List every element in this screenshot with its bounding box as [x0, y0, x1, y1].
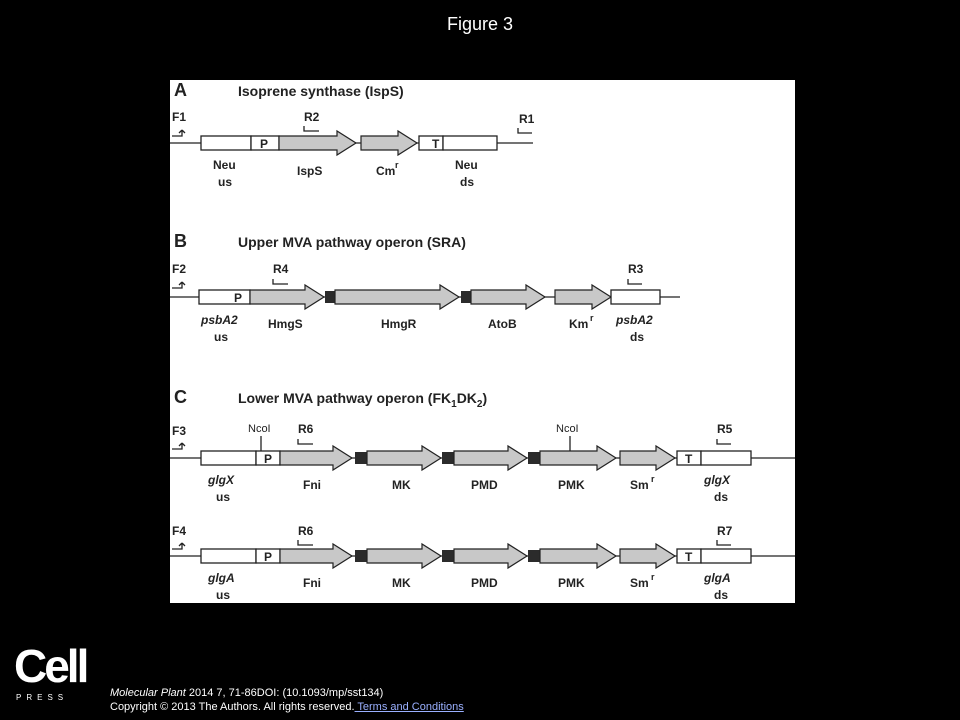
atob-gene-arrow — [471, 285, 545, 309]
pmk-gene-arrow-1 — [540, 446, 616, 470]
linker-c1-2 — [442, 452, 454, 464]
glgx-us-box — [201, 451, 256, 465]
pmd-gene-arrow-2 — [454, 544, 527, 568]
label-glgx-us-1: glgX — [208, 473, 234, 487]
linker-c2-1 — [355, 550, 367, 562]
primer-r6-row1-arrow — [298, 439, 313, 444]
copyright-text: Copyright © 2013 The Authors. All rights reserved. — [110, 701, 355, 713]
terminator-label-c2: T — [685, 550, 693, 564]
terminator-label-c1: T — [685, 452, 693, 466]
label-neu-us-1: Neu — [213, 158, 236, 172]
label-glgx-us-2: us — [216, 490, 231, 504]
label-mk-1: MK — [392, 478, 411, 492]
terminator-box-a — [419, 136, 443, 150]
panel-c-letter: C — [174, 387, 187, 407]
label-km-sup: r — [590, 313, 594, 323]
label-mk-2: MK — [392, 576, 411, 590]
primer-f4: F4 — [172, 524, 187, 538]
linker-c1-1 — [355, 452, 367, 464]
neu-us-box — [201, 136, 251, 150]
panel-c-title: Lower MVA pathway operon $(FK_1DK_2)$ — [238, 390, 488, 410]
panel-a-title: Isoprene synthase (IspS) — [238, 83, 404, 99]
copyright-line — [110, 700, 464, 714]
linker-c2-2 — [442, 550, 454, 562]
linker-b-2 — [461, 291, 471, 303]
label-glga-us-1: glgA — [208, 571, 235, 585]
primer-r1-arrow — [518, 128, 532, 133]
label-glga-us-2: us — [216, 588, 231, 602]
primer-r1: R1 — [519, 112, 535, 126]
psba2-us-box — [199, 290, 250, 304]
label-cm-sup: r — [395, 160, 399, 170]
primer-f3: F3 — [172, 424, 187, 438]
citation-details: 2014 7, 71-86DOI: (10.1093/mp/sst134) — [185, 687, 384, 699]
label-km: Km — [569, 317, 589, 331]
label-glgx-ds-1: glgX — [704, 473, 730, 487]
primer-f4-arrow — [172, 543, 185, 549]
label-pmd-2: PMD — [471, 576, 498, 590]
primer-r3: R3 — [628, 262, 644, 276]
terms-link[interactable]: Terms and Conditions — [354, 701, 464, 713]
glga-us-box — [201, 549, 256, 563]
neu-ds-box — [443, 136, 497, 150]
promoter-label-c1: P — [264, 452, 273, 466]
label-isps: IspS — [297, 164, 323, 178]
label-psba2-us-1: psbA2 — [201, 313, 238, 327]
primer-r2: R2 — [304, 110, 320, 124]
isps-gene-arrow — [279, 131, 356, 155]
mk-gene-arrow-1 — [367, 446, 441, 470]
primer-r6-row1: R6 — [298, 422, 314, 436]
psba2-ds-box — [611, 290, 660, 304]
label-sm-1: Sm — [630, 478, 649, 492]
label-neu-us-2: us — [218, 175, 233, 189]
primer-r6-row2: R6 — [298, 524, 314, 538]
cell-logo-word: Cell — [14, 640, 87, 692]
primer-r4-arrow — [273, 279, 288, 284]
label-sm-2: Sm — [630, 576, 649, 590]
label-psba2-ds-1: psbA2 — [616, 313, 653, 327]
journal-name: Molecular Plant — [110, 687, 186, 699]
panel-a-letter: A — [174, 80, 187, 100]
label-pmd-1: PMD — [471, 478, 498, 492]
linker-b-1 — [325, 291, 335, 303]
primer-r5-arrow — [717, 439, 731, 444]
panel-b-letter: B — [174, 231, 187, 251]
label-fni-1: Fni — [303, 478, 321, 492]
hmgr-gene-arrow — [335, 285, 459, 309]
smr-gene-arrow-2 — [620, 544, 675, 568]
pmd-gene-arrow-1 — [454, 446, 527, 470]
promoter-label-b: P — [234, 291, 243, 305]
primer-r4: R4 — [273, 262, 289, 276]
pmk-gene-arrow-2 — [540, 544, 616, 568]
press-logo-word: PRESS — [16, 693, 69, 702]
label-hmgs: HmgS — [268, 317, 303, 331]
glga-ds-box — [701, 549, 751, 563]
primer-r5: R5 — [717, 422, 733, 436]
primer-f2: F2 — [172, 262, 187, 276]
site-ncoi-1: NcoI — [248, 423, 271, 435]
label-glgx-ds-2: ds — [714, 490, 729, 504]
mk-gene-arrow-2 — [367, 544, 441, 568]
hmgs-gene-arrow — [250, 285, 324, 309]
kmr-gene-arrow — [555, 285, 611, 309]
panel-b-title: Upper MVA pathway operon (SRA) — [238, 234, 466, 250]
promoter-label-a: P — [260, 137, 269, 151]
primer-r3-arrow — [628, 279, 642, 284]
label-neu-ds-2: ds — [460, 175, 475, 189]
citation-block — [110, 686, 464, 714]
primer-r7: R7 — [717, 524, 733, 538]
promoter-label-c2: P — [264, 550, 273, 564]
label-atob: AtoB — [488, 317, 517, 331]
primer-f1-arrow — [172, 130, 185, 136]
label-glga-ds-2: ds — [714, 588, 729, 602]
cmr-gene-arrow — [361, 131, 417, 155]
operon-diagram-svg — [170, 80, 795, 603]
figure-diagram — [170, 80, 795, 603]
primer-f2-arrow — [172, 282, 185, 288]
label-sm-sup-2: r — [651, 572, 655, 582]
terminator-label-a: T — [432, 137, 440, 151]
label-cm: Cm — [376, 164, 396, 178]
linker-c1-3 — [528, 452, 540, 464]
label-fni-2: Fni — [303, 576, 321, 590]
primer-r7-arrow — [717, 540, 731, 545]
label-psba2-ds-2: ds — [630, 330, 645, 344]
figure-title: Figure 3 — [446, 14, 514, 34]
fni-gene-arrow-2 — [280, 544, 352, 568]
label-hmgr: HmgR — [381, 317, 417, 331]
label-pmk-1: PMK — [558, 478, 585, 492]
label-glga-ds-1: glgA — [704, 571, 731, 585]
linker-c2-3 — [528, 550, 540, 562]
smr-gene-arrow-1 — [620, 446, 675, 470]
cell-press-logo — [14, 640, 87, 703]
fni-gene-arrow-1 — [280, 446, 352, 470]
glgx-ds-box — [701, 451, 751, 465]
citation-line — [110, 686, 464, 700]
label-pmk-2: PMK — [558, 576, 585, 590]
primer-r2-arrow — [304, 126, 319, 131]
site-ncoi-2: NcoI — [556, 423, 579, 435]
primer-f3-arrow — [172, 443, 185, 449]
label-neu-ds-1: Neu — [455, 158, 478, 172]
primer-f1: F1 — [172, 110, 187, 124]
label-psba2-us-2: us — [214, 330, 229, 344]
label-sm-sup-1: r — [651, 474, 655, 484]
primer-r6-row2-arrow — [298, 540, 313, 545]
